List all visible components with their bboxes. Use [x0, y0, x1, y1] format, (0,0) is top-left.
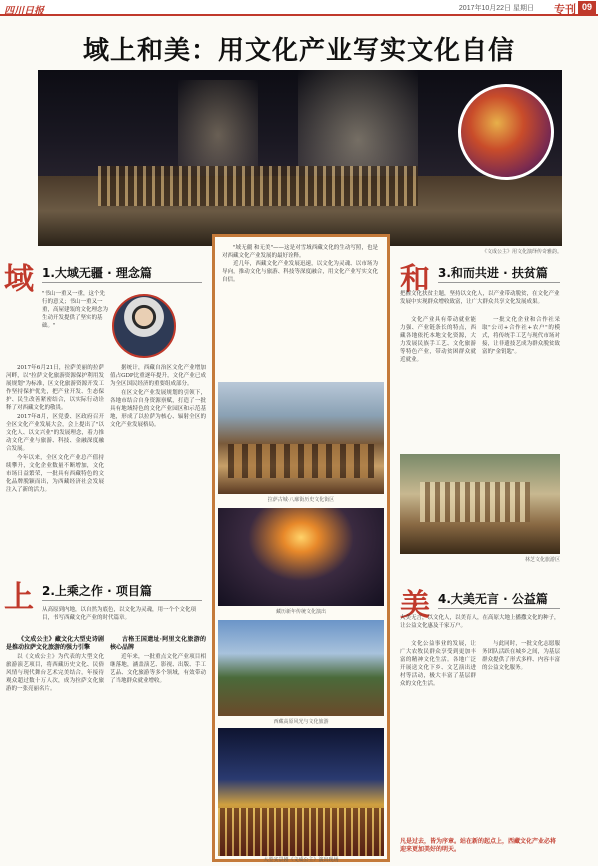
paragraph: 2017年6月21日，拉萨美丽的拉萨河畔，以"拉萨文化旅游资源保护利用发展规划"为标准，区文化旅游资源开发工作坚持保护优先，把产业开发、生态保护、民生改善紧密结合，以实际行动诠释了对西藏文化的敬畏。: [6, 365, 104, 411]
paragraph: 与此同时，一批文化志愿服务团队活跃在城乡之间，为基层群众提供了形式多样、内容丰富的公益文化服务。: [482, 641, 560, 671]
photo-caption: 林芝文化旅游区: [524, 557, 560, 563]
paragraph: 据统计，西藏自治区文化产业增加值占GDP比重逐年提升，文化产业已成为全区国民经济的重要组成部分。: [110, 365, 206, 387]
photo-caption: 拉萨古城·八廓街历史文化街区: [267, 497, 335, 503]
feature-photo: [218, 508, 384, 606]
section-title: 1.大域无疆 · 理念篇: [42, 266, 152, 280]
section-title: 2.上乘之作 · 项目篇: [42, 584, 152, 598]
page-headline: 域上和美：用文化产业写实文化自信: [82, 36, 515, 66]
section-initial-char: 和: [400, 262, 430, 297]
article-column: [6, 634, 104, 862]
paragraph: 今年以来，全区文化产业总产值持续攀升，文化企业数量不断增加，文化市场日益繁荣，一批具有西藏特色的文化品牌脱颖而出，为西藏经济社会发展注入了新的活力。: [6, 455, 104, 493]
side-photo: [400, 454, 560, 554]
article-column: [400, 316, 476, 448]
paragraph: 2017年8月，区党委、区政府召开全区文化产业发展大会，会上提出了"以文化人、以文兴业"的发展理念，着力推动文化产业与旅游、科技、金融深度融合发展。: [6, 414, 104, 452]
section-divider: [42, 282, 202, 283]
paragraph: 近年来，一批重点文化产业项目相继落地，涵盖演艺、影视、出版、手工艺品、文化旅游等多个领域，有效带动了当地群众就业增收。: [110, 654, 206, 684]
section-initial-char: 上: [4, 580, 34, 615]
performers-row: [98, 166, 418, 206]
article-column: [6, 364, 104, 560]
section-tag: 专刊: [554, 4, 576, 16]
hero-photo: [38, 70, 562, 246]
page-number: 09: [578, 1, 596, 14]
hero-caption: 《文成公主》用文化演绎传奇雅韵。: [481, 249, 562, 255]
section-lead: 大美无言，以文化人，以美育人，在高原大地上播撒文化的种子，让公益文化惠及千家万户。: [400, 615, 560, 629]
feature-intro: [222, 244, 378, 284]
article-column: [110, 634, 206, 862]
section-title: 4.大美无言 · 公益篇: [438, 592, 548, 606]
section-lead: 把握文化扶贫主题，坚持以文化人，以产业带动脱贫，在文化产业发展中实现群众增收致富，让广大群众共享文化发展成果。: [400, 291, 560, 305]
section-divider: [42, 600, 202, 601]
subheading: 古格王国遗址·阿里文化旅游的核心品牌: [110, 636, 206, 651]
section-lead: "书山一重又一重，这个先行的意义；书山一重又一重，高屋建瓴的文化理念为生动开发提供了坚实的基础。": [42, 291, 109, 329]
feature-photo: [218, 382, 384, 494]
photo-caption: 藏历新年传统文化演出: [275, 609, 326, 615]
photo-caption: 西藏高原风光与文化旅游: [273, 719, 329, 725]
paragraph: 文化公益事业的发展，让广大农牧民群众享受到更加丰富的精神文化生活。各地广泛开展送文化下乡、文艺演出进村等活动，极大丰富了基层群众的文化生活。: [400, 641, 476, 687]
paragraph: 文化产业具有带动就业能力强、产业链条长的特点，西藏各地依托本地文化资源，大力发展民族手工艺、文化旅游等特色产业，带动贫困群众就近就业。: [400, 317, 476, 363]
newspaper-logo: 四川日报: [4, 6, 44, 17]
feature-photo: [218, 620, 384, 716]
section-divider: [438, 608, 560, 609]
paragraph: 在区文化产业发展规划的引领下，各地市结合自身资源禀赋，打造了一批具有地域特色的文化产业园区和示范基地，形成了以拉萨为核心、辐射全区的文化产业发展格局。: [110, 390, 206, 428]
photo-caption: 大型实景剧《文成公主》演出现场: [263, 857, 339, 863]
subheading: 《文成公主》藏文化大型史诗剧是推动拉萨文化旅游的强力引擎: [6, 636, 104, 651]
section-divider: [438, 282, 560, 283]
paragraph: 近几年，西藏文化产业发展迅速，以文化为灵魂、以市场为导向，推动文化与旅游、科技等深度融合，用文化产业写实文化自信。: [222, 261, 378, 283]
article-column: [482, 316, 560, 448]
dancers-inset-photo: [458, 84, 554, 180]
section-lead: 从高原到内地，以自然为底色，以文化为灵魂，用一个个文化项目，书写西藏文化产业的时代篇章。: [42, 607, 197, 621]
paragraph: 以《文成公主》为代表的大型文化旅游演艺项目，将西藏历史文化、民俗风情与现代舞台艺术完美结合，年接待观众超过数十万人次，成为拉萨文化旅游的一张亮丽名片。: [6, 654, 104, 692]
feature-photo: [218, 728, 384, 856]
section-initial-char: 美: [400, 588, 430, 623]
article-column: [110, 364, 206, 560]
issue-date: 2017年10月22日 星期日: [458, 5, 534, 12]
section-initial-char: 域: [4, 262, 34, 297]
paragraph: "域无疆 和无美"——这是对雪域西藏文化的生动写照，也是对西藏文化产业发展的最好诠释。: [222, 245, 378, 259]
portrait-photo: [112, 294, 176, 358]
section-title: 3.和而共进 · 扶贫篇: [438, 266, 548, 280]
closing-quote: 凡是过去，皆为序章。站在新的起点上，西藏文化产业必将迎来更加美好的明天。: [400, 838, 557, 853]
paragraph: 一批文化企业和合作社采取"公司+合作社+农户"的模式，将传统手工艺与现代市场对接，让非遗技艺成为群众脱贫致富的"金钥匙"。: [482, 317, 560, 355]
article-column: [400, 640, 476, 834]
masthead: [0, 0, 598, 16]
article-column: [482, 640, 560, 834]
